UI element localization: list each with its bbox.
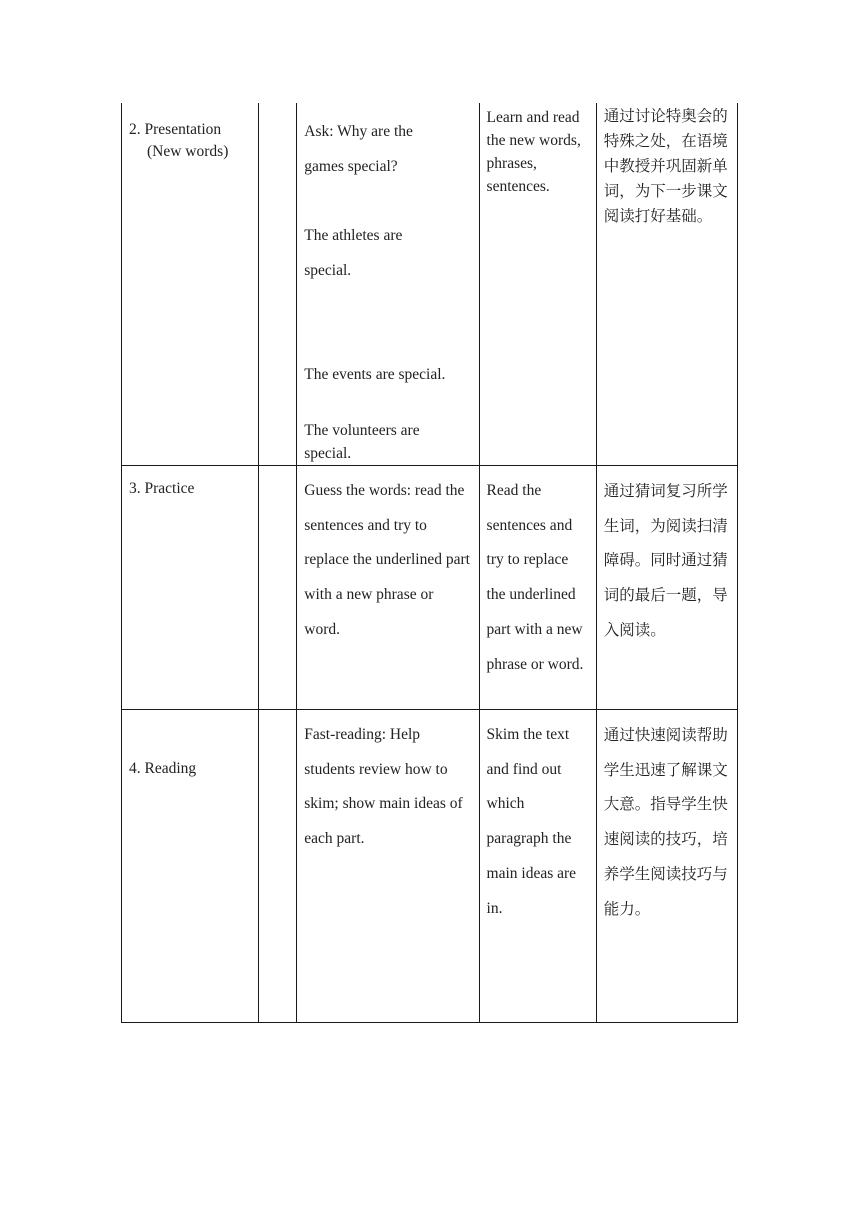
empty-cell [259,103,297,466]
student-activity-text: Skim the text and find out which paragraph the main ideas are in. [486,726,577,917]
teacher-activity-cell [297,466,479,710]
purpose-text: 通过猜词复习所学生词，为阅读扫清障碍。同时通过猜词的最后一题，导入阅读。 [603,482,728,639]
student-activity-text: Read the sentences and try to replace the underlined part with a new phrase or word. [486,482,584,673]
empty-cell [259,710,297,1023]
teacher-activity-text: Guess the words: read the sentences and try to replace the underlined part with a new phrase or word. [304,482,470,638]
stage-label: 2. Presentation [129,121,222,138]
purpose-cell [596,710,737,1023]
table-row [122,466,738,710]
teacher-line: special. [304,262,352,279]
stage-label: 3. Practice [129,480,195,497]
student-activity-cell [479,466,596,710]
stage-cell [122,103,259,466]
stage-sublabel: (New words) [147,143,229,160]
purpose-cell [596,103,737,466]
teacher-line: games special? [304,158,398,175]
teacher-line: The athletes are [304,227,403,244]
stage-cell [122,466,259,710]
empty-cell [259,466,297,710]
stage-label: 4. Reading [129,760,197,777]
teacher-line: The events are special. [304,366,446,383]
teacher-line: Ask: Why are the [304,123,413,140]
table-row [122,103,738,466]
stage-cell [122,710,259,1023]
teacher-line: The volunteers are special. [304,422,420,462]
student-activity-text: Learn and read the new words, phrases, sentences. [486,109,581,195]
student-activity-cell [479,103,596,466]
purpose-cell [596,466,737,710]
purpose-text: 通过讨论特奥会的特殊之处，在语境中教授并巩固新单词，为下一步课文阅读打好基础。 [603,107,728,225]
teacher-activity-cell [297,710,479,1023]
teacher-activity-text: Fast-reading: Help students review how to skim; show main ideas of each part. [304,726,463,848]
student-activity-cell [479,710,596,1023]
lesson-plan-table [121,103,738,1023]
teacher-activity-cell [297,103,479,466]
purpose-text: 通过快速阅读帮助学生迅速了解课文大意。指导学生快速阅读的技巧，培养学生阅读技巧与能力。 [603,726,728,918]
table-row [122,710,738,1023]
